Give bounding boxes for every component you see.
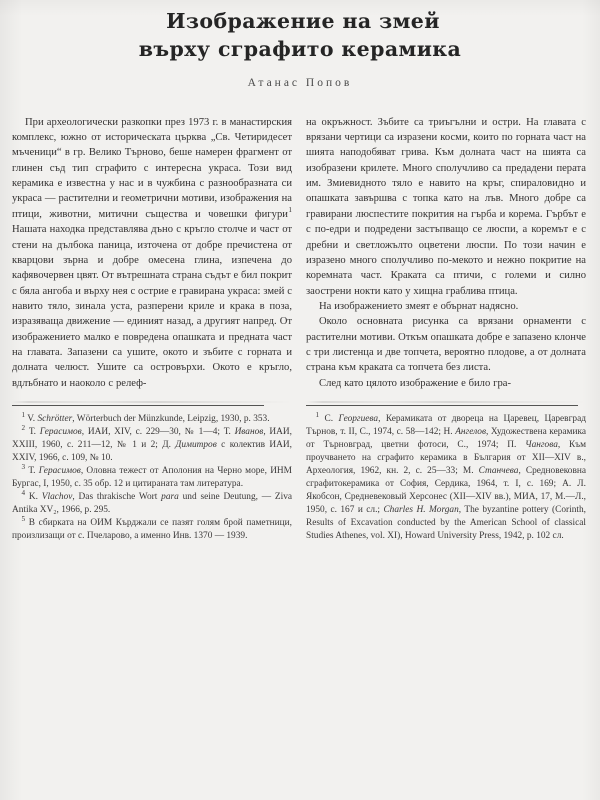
masthead: [0, 0, 600, 89]
footnote-separator-rule: [306, 405, 578, 406]
footnote-text-run: V.: [27, 413, 38, 424]
footnote-separator-rule: [12, 405, 264, 406]
left-footnotes: [12, 401, 292, 543]
footnote-body: [306, 414, 586, 541]
footnote-item: [12, 423, 292, 465]
right-column-text: [306, 115, 586, 391]
footnote-item: [12, 410, 292, 426]
footnote-marker: 2: [21, 423, 26, 432]
footnote-author-name: Иванов: [234, 426, 264, 437]
paragraph-text: На изображението змеят е обърнат надясно.: [319, 300, 519, 312]
footnote-text-run: , Средновековна сграфитокерамика от София, Сердика, 1964, т. I, с. 169; А. Л. Якобсон, Средневековый Херсонес (XII—XIV вв.), МИА, 17, М.—Л., 1950, с. 167 и сл.;: [306, 465, 587, 515]
footnote-item: [12, 488, 293, 517]
footnote-marker: 4: [21, 488, 26, 497]
paragraph: [306, 115, 586, 299]
footnote-text-run: Д.: [162, 439, 176, 450]
footnote-author-name: Димитров: [175, 439, 217, 450]
footnote-item: [12, 514, 292, 543]
paragraph: [306, 314, 586, 375]
footnote-marker: 1: [315, 410, 320, 419]
footnote-text-run: Т.: [223, 426, 235, 437]
scan-artifact: [306, 401, 586, 403]
footnote-author-name: Герасимов: [38, 465, 81, 476]
footnote-body: [27, 414, 269, 424]
footnote-text-run: , ИАИ, XIV, с. 229—30, № 1—4;: [81, 426, 224, 437]
left-column: [12, 115, 292, 543]
footnote-text-run: М.: [462, 465, 479, 476]
footnote-author-name: Vlachov: [41, 491, 73, 502]
footnote-author-name: Чангова: [525, 439, 558, 450]
left-footnote-list: [12, 410, 293, 543]
paragraph-text: на окръжност. Зъбите са триъгълни и остри. На главата с врязани чертици са изразени косми, които по горната част на шията наподобяват грива. Към долната част на шията са изобразени крилете. Много сполучливо са предадени перата им. Змиевидното тяло е навито на кръг, спираловидно и опашката завършва с топка като на лъв. Много добре са гравирани люспестите покрития на гърба и корема. Гърбът е с по-едри и подредени застъпващо се люспи, а коремът е с дребни и светложълто оцветени люспи. По този начин е изразено много сполучливо по-мекото и нежно покритие на коремната част. Краката са птичи, с големи и силно заострени нокти като у хищна граблива птица.: [306, 116, 586, 297]
footnote-body: [12, 427, 292, 463]
footnote-body: [12, 518, 292, 541]
footnote-text-run: , Wörterbuch der Münzkunde, Leipzig, 1930, p. 353.: [72, 413, 270, 424]
footnote-author-name: Schrötter: [37, 413, 73, 424]
page-title-line-2: върху сграфито керамика: [138, 36, 462, 61]
footnote-text-run: С.: [324, 413, 339, 424]
paragraph-text-continued: Нашата находка представлява дъно с кръгло столче и част от стени на дълбока паница, източена от добре пречистена от кварцови зърна и добре омесена глина, изпечена до кафявочервен цвят. От вътрешната страна съдът е бил покрит с бяла ангоба и върху нея с острие е гравирана украса: змей с навито тяло, зинала уста, разперени криле и крака в поза, изразяваща движение — единият назад, а другият напред. От изображението малко е повредена опашката и предната част на главата. Запазени са ушите, окото и зъбите с горната и долната челюст. Ушите са островърхи. Окото е кръгло, вдлъбнато и наоколо с релеф-: [12, 224, 292, 389]
right-footnotes: [306, 401, 586, 543]
footnote-text-run: , Оловна тежест от Аполония на Черно море, ИНМ Бургас, I, 1950, с. 35 обр. 12 и цитираната там литература.: [12, 465, 292, 489]
footnote-text-run: , Към проучването на сграфито керамика в България от XII—XIV в., Археология, 1962, кн. 2, с. 25—33;: [306, 439, 586, 476]
footnote-author-name: Станчева: [478, 465, 519, 476]
paragraph: [306, 299, 586, 314]
footnote-item: [306, 410, 587, 543]
footnote-text-run: , Керамиката от двореца на Царевец, Царевград Търнов, т. II, С., 1974, с. 58—142;: [306, 413, 586, 437]
footnote-author-name: Ангелов: [455, 426, 487, 437]
footnote-text-run: , Художествена керамика от Търновград, цветни фотоси, С., 1974;: [306, 426, 587, 450]
footnote-body: [12, 492, 292, 515]
two-column-body: [0, 115, 600, 543]
footnote-text-run: В сбирката на ОИМ Кърджали се пазят голям брой паметници, произлизащи от с. Пчеларово, а именно Инв. 1370 — 1939.: [12, 517, 292, 541]
paragraph: [12, 115, 292, 391]
footnote-body: [12, 466, 292, 489]
author-byline: Атанас Попов: [247, 76, 353, 89]
footnote-text-run: , The byzantine pottery (Corinth, Results of Excavation conducted by the American School of classical Studies Athenes, vol. XI), Howard University Press, 1942, p. 102 сл.: [306, 504, 586, 541]
footnote-author-name: Герасимов: [39, 426, 82, 437]
paragraph-text: След като цялото изображение е било гра-: [319, 377, 511, 389]
page-title: [135, 8, 465, 64]
footnote-item: [12, 462, 292, 491]
footnote-author-name: para: [161, 491, 179, 502]
paragraph: [306, 376, 586, 391]
footnote-text-run: Т.: [28, 465, 39, 476]
footnote-text-run: und seine Deutung, — Ziva Antika XV₂, 1966, p. 295.: [12, 491, 293, 515]
footnote-author-name: Георгиева: [338, 413, 379, 424]
footnote-text-run: , Das thrakische Wort: [72, 491, 162, 502]
footnote-text-run: K.: [28, 491, 42, 502]
footnote-text-run: , ИАИ, XXIII, 1960, с. 211—12, № 1 и 2;: [12, 426, 292, 450]
right-footnote-list: [306, 410, 587, 543]
footnote-text-run: Т.: [28, 426, 40, 437]
footnote-text-run: П.: [507, 439, 526, 450]
footnote-text-run: Н.: [443, 426, 456, 437]
right-column: [306, 115, 586, 543]
footnote-marker: 1: [21, 410, 26, 419]
scan-artifact: [12, 401, 292, 403]
footnote-marker: 3: [21, 462, 26, 471]
footnote-text-run: с колектив ИАИ, XXIV, 1966, с. 109, № 10.: [12, 439, 292, 463]
page-title-line-1: Изображение на змей: [166, 9, 440, 33]
left-column-text: [12, 115, 292, 391]
paragraph-text: Около основната рисунка са врязани орнаменти с растителни мотиви. Откъм опашката добре е запазено клонче с три листенца и две топчета, вероятно плодове, а от долната страна към краката са топчета без листа.: [306, 316, 586, 374]
footnote-ref[interactable]: 1: [288, 206, 292, 215]
footnote-marker: 5: [21, 514, 26, 523]
paragraph-text: При археологически разкопки през 1973 г. в манастирския комплекс, южно от историческата църква „Св. Четиридесет мъченици“ в гр. Велико Търново, беше намерен фрагмент от глинен съд тип сграфито с интересна украса. Този вид керамика е известна у нас и в чужбина с разнообразната си украса — растителни и геометрични мотиви, изображения на птици, животни, митични същества и човешки фигури: [12, 116, 292, 220]
footnote-author-name: Charles H. Morgan: [383, 504, 459, 515]
